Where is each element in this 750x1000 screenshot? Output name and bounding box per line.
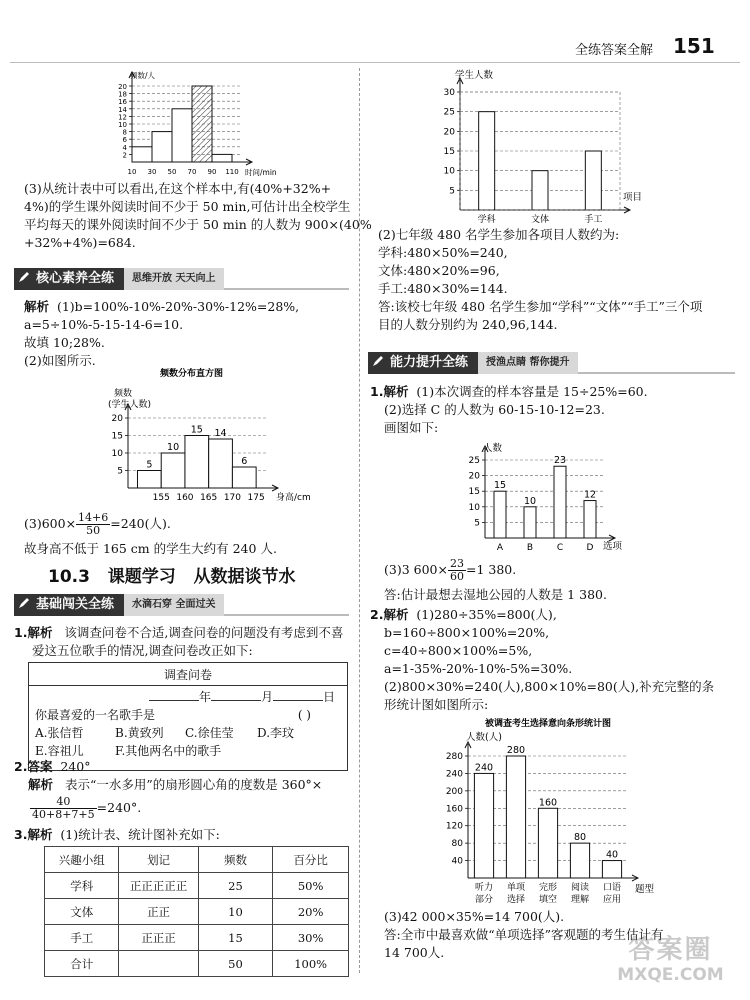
banner-subtitle: 授渔点睛 帮你提升 bbox=[478, 352, 577, 374]
y-tick-label: 40 bbox=[451, 856, 463, 867]
y-tick-label: 20 bbox=[443, 127, 455, 138]
y-tick-label: 10 bbox=[118, 121, 127, 129]
x-tick-label: 10 bbox=[127, 168, 137, 176]
cell: 50 bbox=[198, 951, 273, 977]
th: 频数 bbox=[198, 847, 273, 873]
data-label: 12 bbox=[583, 489, 597, 501]
cell: 手工 bbox=[45, 925, 119, 951]
bar bbox=[524, 507, 536, 538]
denominator: 40+8+7+5 bbox=[32, 808, 95, 821]
y-tick-label: 2 bbox=[122, 151, 127, 160]
data-label: 40 bbox=[605, 849, 619, 861]
bar bbox=[479, 112, 495, 210]
cell: 正正正正正 bbox=[119, 873, 198, 899]
banner-title: 能力提升全练 bbox=[390, 355, 469, 370]
x-tick-label: 70 bbox=[187, 168, 197, 176]
question-3 bbox=[14, 826, 220, 844]
y-tick-label: 5 bbox=[117, 466, 123, 477]
table-row bbox=[45, 925, 349, 951]
y-axis-label: (学生人数) bbox=[108, 400, 152, 410]
pencil-icon bbox=[18, 271, 30, 283]
question-2 bbox=[14, 758, 91, 776]
y-tick-label: 8 bbox=[122, 128, 127, 137]
chart-title: 被调查考生选择意向条形统计图 bbox=[485, 719, 612, 729]
y-tick-label: 120 bbox=[445, 821, 463, 832]
text-line: 4%)的学生课外阅读时间不少于 50 min,可估计出全校学生 bbox=[24, 199, 351, 214]
text-segment: =240(人). bbox=[110, 516, 171, 531]
text-line: 答:全市中最喜欢做“单项选择”客观题的考生估计有 bbox=[384, 927, 664, 942]
section-number: 10.3 bbox=[48, 567, 90, 587]
x-tick-label: A bbox=[496, 543, 504, 553]
text-line: 平均每天的课外阅读时间不少于 50 min 的人数为 900×(40% bbox=[24, 217, 372, 232]
option: A.张信哲 bbox=[35, 726, 84, 740]
data-label: 10 bbox=[523, 495, 537, 507]
text-line: (3)42 000×35%=14 700(人). bbox=[384, 909, 565, 924]
watermark-text: 答案圈 bbox=[628, 935, 713, 965]
bar bbox=[172, 109, 192, 162]
cell bbox=[119, 951, 198, 977]
y-tick-label: 5 bbox=[449, 186, 455, 197]
question-2-analysis bbox=[28, 776, 322, 794]
watermark-url: MXQE.COM bbox=[617, 965, 724, 985]
x-tick-label: 160 bbox=[176, 493, 194, 503]
cell: 正正正 bbox=[119, 925, 198, 951]
page-header bbox=[575, 36, 735, 58]
text-line: 故身高不低于 165 cm 的学生大约有 240 人. bbox=[24, 541, 277, 556]
watermark bbox=[598, 935, 743, 995]
cell: 文体 bbox=[45, 899, 119, 925]
bar bbox=[538, 808, 557, 878]
y-tick-label: 30 bbox=[443, 88, 455, 98]
bar bbox=[554, 466, 566, 538]
banner-title: 基础闯关全练 bbox=[36, 597, 115, 612]
bar bbox=[185, 436, 209, 489]
y-tick-label: 6 bbox=[122, 136, 127, 145]
data-label: 15 bbox=[190, 424, 203, 436]
option: D.李玟 bbox=[257, 726, 295, 740]
bar bbox=[212, 154, 232, 162]
y-tick-label: 18 bbox=[118, 90, 127, 99]
bar bbox=[209, 439, 233, 488]
x-tick-label: 完形 bbox=[538, 883, 558, 893]
question-label: 3.解析 bbox=[14, 827, 53, 842]
text-line: (1)统计表、统计图补充如下: bbox=[60, 827, 220, 842]
analysis-line bbox=[24, 298, 299, 316]
question-label: 1.解析 bbox=[370, 384, 409, 399]
cell: 10 bbox=[198, 899, 273, 925]
x-tick-label: 学科 bbox=[477, 215, 496, 225]
analysis-label: 解析 bbox=[24, 299, 50, 314]
page-number: 151 bbox=[673, 34, 715, 58]
text-line: b=160÷800×100%=20%, bbox=[384, 625, 550, 640]
chart-interest-groups bbox=[425, 68, 665, 228]
y-axis-label: 学生人数 bbox=[455, 70, 494, 81]
x-tick-label: 听力 bbox=[474, 883, 494, 893]
text-line: 目的人数分别约为 240,96,144. bbox=[378, 317, 558, 332]
survey-title: 调查问卷 bbox=[29, 663, 348, 686]
th: 百分比 bbox=[273, 847, 349, 873]
text-line: 答:该校七年级 480 名学生参加“学科”“文体”“手工”三个项 bbox=[378, 299, 703, 314]
x-tick-label: 110 bbox=[225, 168, 239, 176]
bar bbox=[602, 861, 621, 878]
question-2 bbox=[370, 606, 557, 624]
text-line: 爱这五位歌手的情况,调查问卷改正如下: bbox=[32, 643, 253, 658]
cell: 15 bbox=[198, 925, 273, 951]
text-segment: (3)600× bbox=[24, 516, 77, 531]
y-tick-label: 10 bbox=[468, 502, 480, 513]
x-tick-label: 165 bbox=[200, 493, 218, 503]
bar bbox=[494, 491, 506, 538]
section-title bbox=[48, 562, 295, 587]
x-tick-label: C bbox=[556, 543, 564, 553]
table-row bbox=[45, 951, 349, 977]
chart-height-histogram bbox=[80, 366, 320, 506]
data-label: 240 bbox=[474, 762, 494, 774]
chart-title: 频数分布直方图 bbox=[160, 369, 224, 379]
fraction bbox=[448, 558, 466, 583]
pencil-icon bbox=[18, 597, 30, 609]
banner-subtitle: 水滴石穿 全面过关 bbox=[124, 594, 223, 616]
chart-reading-time bbox=[110, 70, 280, 180]
text-line: 手工:480×30%=144. bbox=[378, 281, 508, 296]
data-label: 5 bbox=[146, 459, 153, 471]
cell: 合计 bbox=[45, 951, 119, 977]
y-axis-label: 人数 bbox=[483, 443, 503, 454]
survey-date bbox=[35, 688, 341, 706]
bar bbox=[192, 86, 212, 162]
x-axis-label: 题型 bbox=[635, 884, 655, 895]
text-segment: =1 380. bbox=[465, 562, 517, 577]
text-line: 14 700人. bbox=[384, 945, 445, 960]
data-label: 280 bbox=[506, 745, 526, 756]
text-segment: =240°. bbox=[96, 800, 142, 815]
y-tick-label: 10 bbox=[111, 449, 123, 459]
bar bbox=[585, 151, 601, 210]
y-tick-label: 25 bbox=[468, 456, 480, 466]
option: B.黄致列 bbox=[115, 726, 164, 740]
text-line: (2)800×30%=240(人),800×10%=80(人),补充完整的条 bbox=[384, 679, 715, 694]
x-tick-label: 阅读 bbox=[570, 883, 590, 893]
y-tick-label: 80 bbox=[451, 839, 463, 850]
text-line: c=40÷800×100%=5%, bbox=[384, 643, 533, 658]
section-subname: 从数据谈节水 bbox=[193, 567, 296, 587]
text-line: 该调查问卷不合适,调查问卷的问题没有考虑到不喜 bbox=[64, 625, 344, 640]
chart-options bbox=[455, 438, 640, 558]
banner-subtitle: 思维开放 天天向上 bbox=[124, 268, 223, 290]
section-banner bbox=[14, 594, 349, 616]
y-tick-label: 16 bbox=[118, 98, 127, 107]
text-line: 答:估计最想去湿地公园的人数是 1 380. bbox=[384, 587, 607, 602]
pencil-icon bbox=[372, 355, 384, 367]
cell: 100% bbox=[273, 951, 349, 977]
data-label: 160 bbox=[538, 797, 558, 809]
data-label: 6 bbox=[241, 456, 248, 467]
bar bbox=[584, 501, 596, 538]
data-label: 23 bbox=[553, 455, 567, 467]
answer-value: 240° bbox=[60, 759, 91, 774]
x-tick-label: 90 bbox=[207, 168, 217, 176]
chart-question-types bbox=[430, 716, 680, 906]
option: C.徐佳莹 bbox=[185, 726, 234, 740]
x-tick-label: 口语 bbox=[602, 883, 622, 893]
x-tick-label: 选择 bbox=[506, 895, 526, 905]
y-tick-label: 14 bbox=[118, 105, 127, 114]
numerator: 23 bbox=[449, 557, 464, 570]
text-line: 学科:480×50%=240, bbox=[378, 245, 508, 260]
y-tick-label: 25 bbox=[443, 107, 455, 118]
text-line: (1)本次调查的样本容量是 15÷25%=60. bbox=[416, 384, 648, 399]
fraction-line bbox=[384, 558, 516, 583]
text-line: 表示“一水多用”的扇形圆心角的度数是 360°× bbox=[64, 777, 323, 792]
data-label: 80 bbox=[573, 832, 587, 844]
stats-table bbox=[44, 846, 349, 977]
denominator: 60 bbox=[449, 570, 464, 583]
x-axis-label: 项目 bbox=[623, 192, 643, 203]
denominator: 50 bbox=[86, 524, 101, 537]
text-line: 形统计图如图所示: bbox=[384, 697, 489, 712]
table-row bbox=[45, 899, 349, 925]
bar bbox=[132, 147, 152, 162]
y-tick-label: 160 bbox=[445, 804, 463, 815]
column-divider bbox=[359, 68, 360, 973]
analysis-label: 解析 bbox=[28, 777, 54, 792]
survey-table bbox=[28, 662, 348, 771]
bar bbox=[570, 843, 589, 878]
text-line: (3)从统计表中可以看出,在这个样本中,有(40%+32%+ bbox=[24, 181, 332, 196]
bar bbox=[137, 471, 161, 489]
text-line: (2)如图所示. bbox=[24, 353, 96, 368]
y-tick-label: 4 bbox=[122, 143, 127, 152]
text-line: 故填 10;28%. bbox=[24, 335, 105, 350]
fraction-line bbox=[24, 512, 171, 537]
data-label: 14 bbox=[214, 428, 227, 439]
answer-blank: ( ) bbox=[297, 708, 311, 722]
text-line: (2)七年级 480 名学生参加各项目人数约为: bbox=[378, 227, 620, 242]
x-tick-label: 填空 bbox=[538, 895, 558, 905]
x-tick-label: 手工 bbox=[584, 215, 603, 225]
cell: 正正 bbox=[119, 899, 198, 925]
text-line: (2)选择 C 的人数为 60-15-10-12=23. bbox=[384, 402, 605, 417]
y-tick-label: 200 bbox=[445, 786, 463, 797]
question-1 bbox=[14, 624, 343, 642]
survey-options-row bbox=[35, 724, 341, 742]
y-tick-label: 20 bbox=[111, 414, 123, 424]
y-tick-label: 10 bbox=[443, 166, 455, 177]
y-axis-label: 频数/人 bbox=[130, 71, 156, 80]
y-tick-label: 15 bbox=[111, 431, 123, 442]
th: 划记 bbox=[119, 847, 198, 873]
x-tick-label: 文体 bbox=[530, 215, 550, 225]
date-year: 年 bbox=[198, 690, 211, 704]
y-axis-label: 人数(人) bbox=[466, 732, 502, 743]
x-tick-label: 单项 bbox=[506, 883, 526, 893]
x-tick-label: 应用 bbox=[602, 895, 622, 905]
x-axis-label: 选项 bbox=[603, 541, 623, 552]
section-banner bbox=[368, 352, 735, 374]
header-rule bbox=[10, 62, 740, 63]
text-line: 画图如下: bbox=[384, 420, 439, 435]
numerator: 14+6 bbox=[78, 511, 109, 524]
cell: 30% bbox=[273, 925, 349, 951]
x-tick-label: 部分 bbox=[474, 895, 494, 905]
fraction-line bbox=[30, 796, 141, 821]
text-line: 文体:480×20%=96, bbox=[378, 263, 500, 278]
y-tick-label: 20 bbox=[468, 471, 480, 482]
table-row bbox=[45, 873, 349, 899]
fraction bbox=[76, 512, 110, 537]
question-1 bbox=[370, 383, 648, 401]
cell: 学科 bbox=[45, 873, 119, 899]
text-line: +32%+4%)=684. bbox=[24, 235, 136, 250]
text-line: (1)b=100%-10%-20%-30%-12%=28%, bbox=[56, 299, 300, 314]
y-tick-label: 5 bbox=[474, 518, 480, 529]
option: F.其他两名中的歌手 bbox=[115, 744, 222, 758]
cell: 25 bbox=[198, 873, 273, 899]
data-label: 10 bbox=[167, 442, 180, 453]
bar bbox=[506, 756, 525, 878]
y-tick-label: 20 bbox=[118, 83, 127, 91]
y-tick-label: 12 bbox=[118, 113, 127, 122]
cell: 20% bbox=[273, 899, 349, 925]
text-line: a=5÷10%-5-15-14-6=10. bbox=[24, 317, 184, 332]
date-month: 月 bbox=[260, 690, 273, 704]
x-tick-label: 175 bbox=[247, 493, 265, 503]
bar bbox=[532, 171, 548, 210]
data-label: 15 bbox=[493, 480, 507, 492]
x-axis-label: 身高/cm bbox=[276, 493, 311, 503]
date-day: 日 bbox=[322, 690, 335, 704]
fraction bbox=[30, 796, 97, 821]
y-axis-label: 频数 bbox=[114, 389, 133, 399]
x-axis-label: 时间/min bbox=[245, 168, 277, 177]
y-tick-label: 15 bbox=[468, 487, 480, 498]
question-label: 1.解析 bbox=[14, 625, 53, 640]
bar bbox=[161, 453, 185, 488]
section-name: 课题学习 bbox=[107, 567, 176, 587]
x-tick-label: B bbox=[526, 543, 534, 553]
question-label: 2.解析 bbox=[370, 607, 409, 622]
header-title: 全练答案全解 bbox=[575, 43, 654, 58]
bar bbox=[152, 132, 172, 162]
y-tick-label: 15 bbox=[443, 147, 455, 157]
th: 兴趣小组 bbox=[45, 847, 119, 873]
text-line: (1)280÷35%=800(人), bbox=[416, 607, 557, 622]
x-tick-label: 155 bbox=[152, 493, 170, 503]
question-label: 2.答案 bbox=[14, 759, 53, 774]
bar bbox=[232, 467, 256, 488]
text-segment: (3)3 600× bbox=[384, 562, 448, 577]
y-tick-label: 240 bbox=[445, 769, 463, 780]
text-line: a=1-35%-20%-10%-5%=30%. bbox=[384, 661, 573, 676]
cell: 50% bbox=[273, 873, 349, 899]
banner-title: 核心素养全练 bbox=[36, 271, 115, 286]
question-text: 你最喜爱的一名歌手是 bbox=[35, 708, 156, 722]
x-tick-label: 30 bbox=[147, 168, 157, 176]
option: E.容祖儿 bbox=[35, 744, 84, 758]
x-tick-label: 50 bbox=[167, 168, 177, 176]
survey-question bbox=[35, 706, 341, 724]
numerator: 40 bbox=[30, 796, 97, 809]
y-tick-label: 280 bbox=[445, 752, 463, 762]
section-banner bbox=[14, 268, 349, 290]
x-tick-label: 170 bbox=[223, 493, 242, 503]
x-tick-label: D bbox=[586, 543, 594, 553]
x-tick-label: 理解 bbox=[570, 895, 590, 905]
bar bbox=[474, 773, 493, 878]
